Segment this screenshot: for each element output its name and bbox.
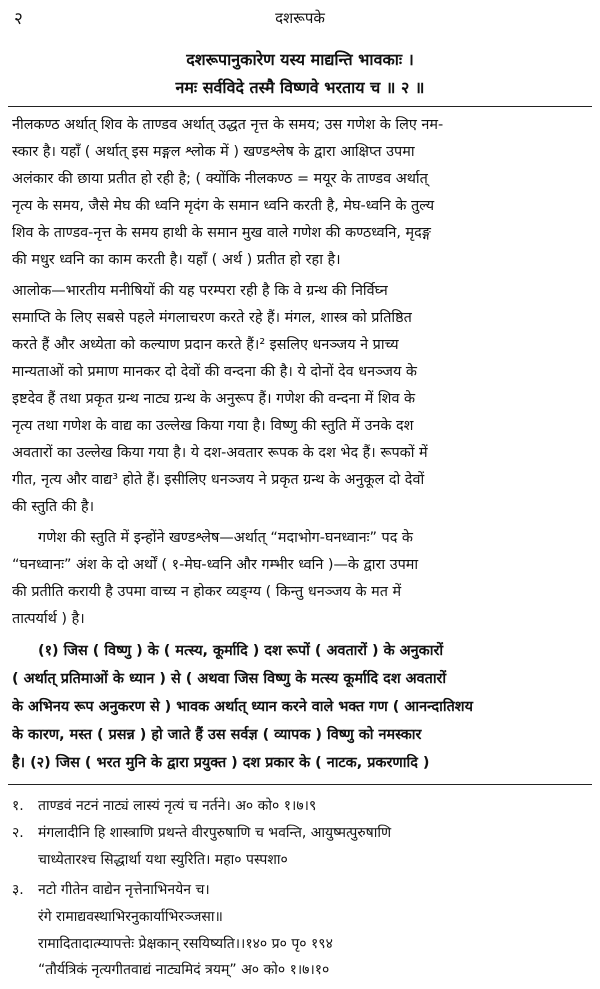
footnote-item	[12, 878, 590, 903]
footnote-text: नटो गीतेन वाद्येन नृत्तेनाभिनयेन च।	[38, 882, 210, 898]
footnote-text: “तौर्यत्रिकं नृत्यगीतवाद्यं नाट्यमिदं त्रयम्” अ० को० १।७।१०	[38, 962, 330, 978]
footnote-item	[12, 905, 590, 930]
translation-line: के अभिनय रूप अनुकरण से ) भावक अर्थात् ध्यान करने वाले भक्त गण ( आनन्दातिशय	[12, 699, 473, 715]
body-line: तात्पर्यार्थ ) है।	[12, 611, 85, 627]
running-title: दशरूपके	[275, 9, 325, 27]
footnote-divider	[8, 784, 592, 785]
translation-line: है। (२) जिस ( भरत मुनि के द्वारा प्रयुक्त ) दश प्रकार के ( नाटक, प्रकरणादि )	[12, 755, 430, 771]
body-line: मान्यताओं को प्रमाण मानकर दो देवों की वन्दना की है। ये दोनों देव धनञ्जय के	[12, 364, 417, 380]
body-line: नृत्य के समय, जैसे मेघ की ध्वनि मृदंग के समान ध्वनि करती है, मेघ-ध्वनि के तुल्य	[12, 198, 435, 214]
footnote-text: मंगलादीनि हि शास्त्राणि प्रथन्ते वीरपुरुषाणि च भवन्ति, आयुष्मत्पुरुषाणि	[38, 825, 392, 841]
footnote-item	[12, 848, 590, 873]
translation-line: ( अर्थात् प्रतिमाओं के ध्यान ) से ( अथवा जिस विष्णु के मत्स्य कूर्मादि दश अवतारों	[12, 671, 447, 687]
footnote-item	[12, 958, 590, 983]
verse-divider	[8, 106, 592, 107]
body-line: गणेश की स्तुति में इन्होंने खण्डश्लेष—अर्थात् “मदाभोग-घनध्वानः” पद के	[38, 530, 413, 546]
footnote-text: रामादितादात्म्यापत्तेः प्रेक्षकान् रसयिष्यति।।१४० प्र० पृ० १९४	[38, 936, 333, 952]
footnote-item	[12, 932, 590, 957]
footnote-text: ताण्डवं नटनं नाट्यं लास्यं नृत्यं च नर्तने। अ० को० १।७।९	[38, 798, 317, 814]
body-line: समाप्ति के लिए सबसे पहले मंगलाचरण करते रहे हैं। मंगल, शास्त्र को प्रतिष्ठित	[12, 310, 412, 326]
verse-line-1: दशरूपानुकारेण यस्य माद्यन्ति भावकाः ।	[186, 50, 414, 69]
body-line: गीत, नृत्य और वाद्य³ होते हैं। इसीलिए धनञ्जय ने प्रकृत ग्रन्थ के अनुकूल दो देवों	[12, 472, 425, 488]
body-line: अवतारों का उल्लेख किया गया है। ये दश-अवतार रूपक के दश भेद हैं। रूपकों में	[12, 445, 428, 461]
footnote-text: चाध्येतारश्च सिद्धार्था यथा स्युरिति। महा० पस्पशा०	[38, 852, 288, 868]
footnote-item	[12, 821, 590, 846]
body-line: की प्रतीति करायी है उपमा वाच्य न होकर व्यङ्ग्य ( किन्तु धनञ्जय के मत में	[12, 584, 402, 600]
body-line: की स्तुति की है।	[12, 499, 95, 515]
body-line: करते हैं और अध्येता को कल्याण प्रदान करते हैं।² इसलिए धनञ्जय ने प्राच्य	[12, 337, 399, 353]
footnote-item	[12, 794, 590, 819]
footnote-number: १.	[12, 798, 24, 814]
translation-line: के कारण, मस्त ( प्रसन्न ) हो जाते हैं उस सर्वज्ञ ( व्यापक ) विष्णु को नमस्कार	[12, 727, 422, 743]
body-line: “घनध्वानः” अंश के दो अर्थों ( १-मेघ-ध्वनि और गम्भीर ध्वनि )—के द्वारा उपमा	[12, 557, 419, 573]
footnote-number: ३.	[12, 882, 24, 898]
page-number: २	[14, 9, 23, 29]
body-line: अलंकार की छाया प्रतीत हो रही है; ( क्योंकि नीलकण्ठ = मयूर के ताण्डव अर्थात्	[12, 171, 428, 187]
body-line: शिव के ताण्डव-नृत्त के समय हाथी के समान मुख वाले गणेश की कण्ठध्वनि, मृदङ्ग	[12, 225, 431, 241]
body-line: इष्टदेव हैं तथा प्रकृत ग्रन्थ नाट्य ग्रन्थ के अनुरूप हैं। गणेश की वन्दना में शिव के	[12, 391, 416, 407]
verse-line-2: नमः सर्वविदे तस्मै विष्णवे भरताय च ॥ २ ॥	[175, 78, 425, 97]
body-line: नृत्य तथा गणेश के वाद्य का उल्लेख किया गया है। विष्णु की स्तुति में उनके दश	[12, 418, 414, 434]
body-line: नीलकण्ठ अर्थात् शिव के ताण्डव अर्थात् उद्धत नृत्त के समय; उस गणेश के लिए नम-	[12, 117, 444, 133]
page-header	[0, 6, 600, 32]
footnote-text: रंगे रामाद्यवस्थाभिरनुकार्याभिरञ्जसा॥	[38, 909, 223, 925]
footnote-number: २.	[12, 825, 24, 841]
body-line-aalok: आलोक—भारतीय मनीषियों की यह परम्परा रही है कि वे ग्रन्थ की निर्विघ्न	[12, 283, 388, 299]
body-line: की मधुर ध्वनि का काम करती है। यहाँ ( अर्थ ) प्रतीत हो रहा है।	[12, 252, 341, 268]
body-line: स्कार है। यहाँ ( अर्थात् इस मङ्गल श्लोक में ) खण्डश्लेष के द्वारा आक्षिप्त उपमा	[12, 144, 415, 160]
translation-line: (१) जिस ( विष्णु ) के ( मत्स्य, कूर्मादि ) दश रूपों ( अवतारों ) के अनुकारों	[38, 643, 444, 659]
